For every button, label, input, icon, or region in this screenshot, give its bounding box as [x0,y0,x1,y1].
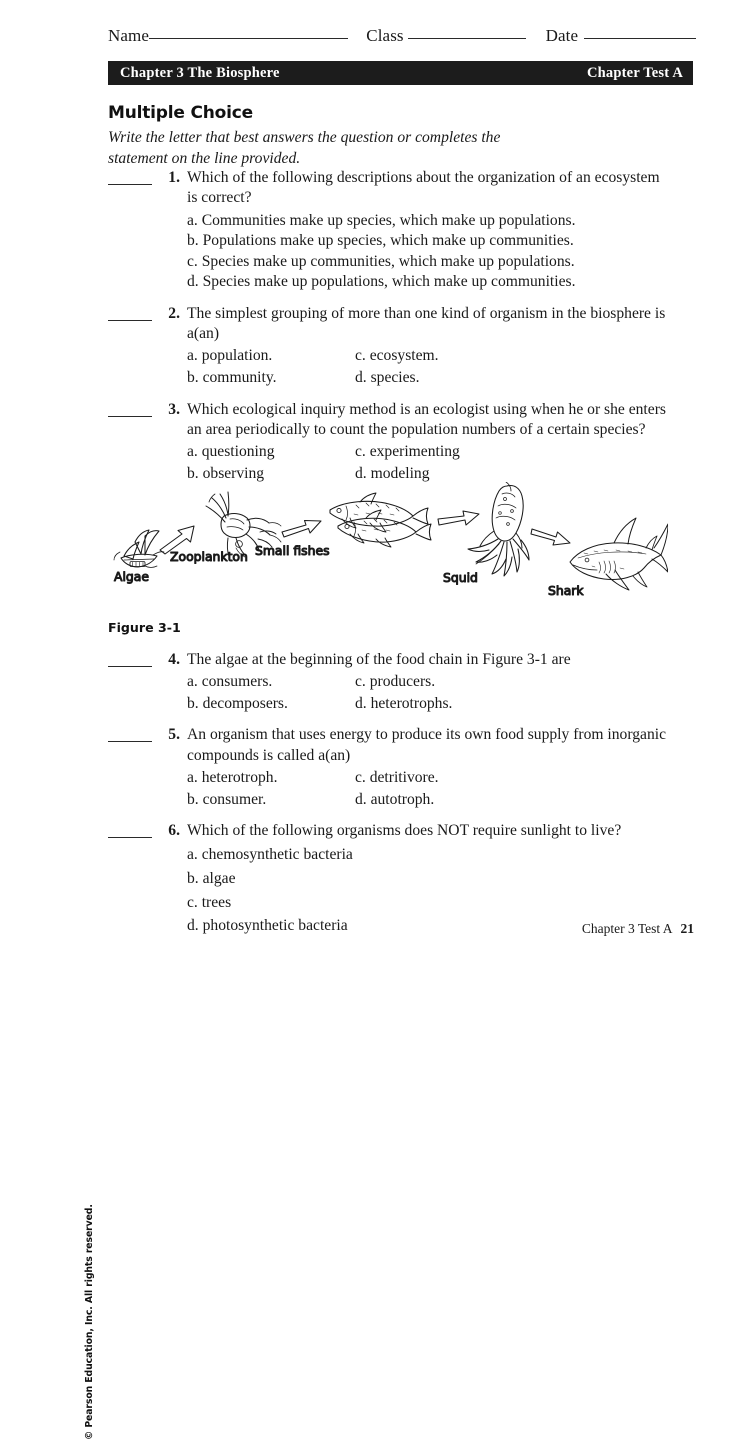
figure-label-algae: Algae [114,569,149,584]
arrow-squid-to-shark [531,529,570,545]
question-text: An organism that uses energy to produce its own food supply from inorganic compounds is called a(an) [187,726,667,764]
question-text: The algae at the beginning of the food chain in Figure 3-1 are [187,651,571,668]
figure-label-zooplankton: Zooplankton [170,549,248,564]
figure-label-small-fishes: Small fishes [255,543,330,558]
choice-option[interactable]: d. heterotrophs. [355,694,453,712]
figure-label-shark: Shark [548,583,584,598]
question-text: Which of the following organisms does NOT require sunlight to live? [187,822,622,840]
question-number: 3. [168,400,180,418]
choice-option[interactable]: d. autotroph. [355,790,435,808]
choices-group [187,442,668,484]
chapter-banner-test-label: Chapter Test A [587,64,683,81]
section-title: Multiple Choice [108,103,253,123]
choice-option[interactable] [187,891,668,915]
question-number: 5. [168,726,180,744]
choice-option[interactable]: a. questioning [187,443,275,461]
food-chain-figure [108,482,668,600]
page-number: 21 [680,921,694,936]
name-blank-line[interactable] [149,38,348,39]
name-label: Name [108,26,149,45]
question-item [108,725,668,810]
choice-option[interactable]: d. species. [355,368,420,386]
date-blank-line[interactable] [584,38,696,39]
section-instructions: Write the letter that best answers the question or completes the statement on the line provided. [108,129,501,167]
choice-option[interactable]: b. observing [187,464,265,482]
question-item [108,304,668,389]
question-item [108,168,668,293]
figure-label-squid: Squid [443,570,478,585]
choice-label: b. algae [187,870,236,888]
spacer [108,293,668,304]
choice-option[interactable]: b. decomposers. [187,694,288,712]
answer-blank-6[interactable] [108,824,152,838]
choice-option[interactable]: c. producers. [355,673,436,691]
name-class-date-row [108,26,696,46]
arrow-zooplankton-to-fishes [282,521,321,538]
class-blank-line[interactable] [408,38,526,39]
shark-illustration [570,518,668,590]
choice-label: a. chemosynthetic bacteria [187,846,353,864]
figure-caption: Figure 3-1 [108,620,181,635]
arrow-fishes-to-squid [438,511,479,525]
answer-blank-3[interactable] [108,403,152,417]
choice-label: b. Populations make up species, which make up communities. [187,232,574,250]
choice-label: c. trees [187,893,232,911]
squid-illustration [468,482,529,576]
questions-list [108,168,668,484]
question-number: 1. [168,169,180,186]
answer-blank-1[interactable] [108,171,152,185]
spacer [108,810,668,821]
choices-group [187,768,668,810]
choice-option[interactable]: c. ecosystem. [355,347,439,365]
spacer [108,714,668,725]
algae-illustration [114,530,164,568]
choice-label: c. Species make up communities, which make up populations. [187,252,575,270]
question-item [108,400,668,485]
question-number: 6. [168,822,180,840]
choices-group [187,346,668,388]
choice-option[interactable]: c. experimenting [355,443,460,461]
chapter-banner [108,61,693,85]
spacer [108,389,668,400]
choice-option[interactable] [187,252,668,273]
choice-option[interactable]: c. detritivore. [355,768,439,786]
class-label: Class [366,26,404,45]
question-number: 2. [168,304,180,322]
choice-option[interactable]: b. consumer. [187,790,267,808]
choice-option[interactable]: a. heterotroph. [187,768,278,786]
choice-option[interactable] [187,843,668,867]
page-footer [582,921,694,937]
chapter-banner-title: Chapter 3 The Biosphere [120,64,280,81]
date-label: Date [545,26,579,45]
choice-label: a. Communities make up species, which make up populations. [187,211,576,229]
choice-option[interactable]: a. population. [187,347,273,365]
answer-blank-2[interactable] [108,307,152,321]
answer-blank-5[interactable] [108,728,152,742]
choice-option[interactable] [187,231,668,252]
small-fishes-illustration [330,493,431,547]
question-item [108,650,668,714]
question-text: The simplest grouping of more than one kind of organism in the biosphere is a(an) [187,304,666,343]
choice-option[interactable]: d. modeling [355,464,430,482]
choice-label: d. photosynthetic bacteria [187,917,348,935]
choice-option[interactable] [187,211,668,232]
footer-text: Chapter 3 Test A [581,921,673,936]
question-number: 4. [168,651,180,668]
question-text: Which of the following descriptions about the organization of an ecosystem is correct? [187,169,660,207]
questions-list-lower [108,650,668,938]
choice-option[interactable] [187,867,668,891]
choices-group [187,672,668,714]
choices-group [187,211,668,293]
choice-option[interactable]: b. community. [187,368,277,386]
choice-option[interactable]: a. consumers. [187,673,273,691]
copyright-notice: © Pearson Education, Inc. All rights reserved. [84,1204,95,1440]
choice-label: d. Species make up populations, which make up communities. [187,273,576,291]
question-text: Which ecological inquiry method is an ecologist using when he or she enters an area periodically to count the population numbers of a certain species? [187,400,666,438]
answer-blank-4[interactable] [108,653,152,667]
choice-option[interactable] [187,272,668,293]
